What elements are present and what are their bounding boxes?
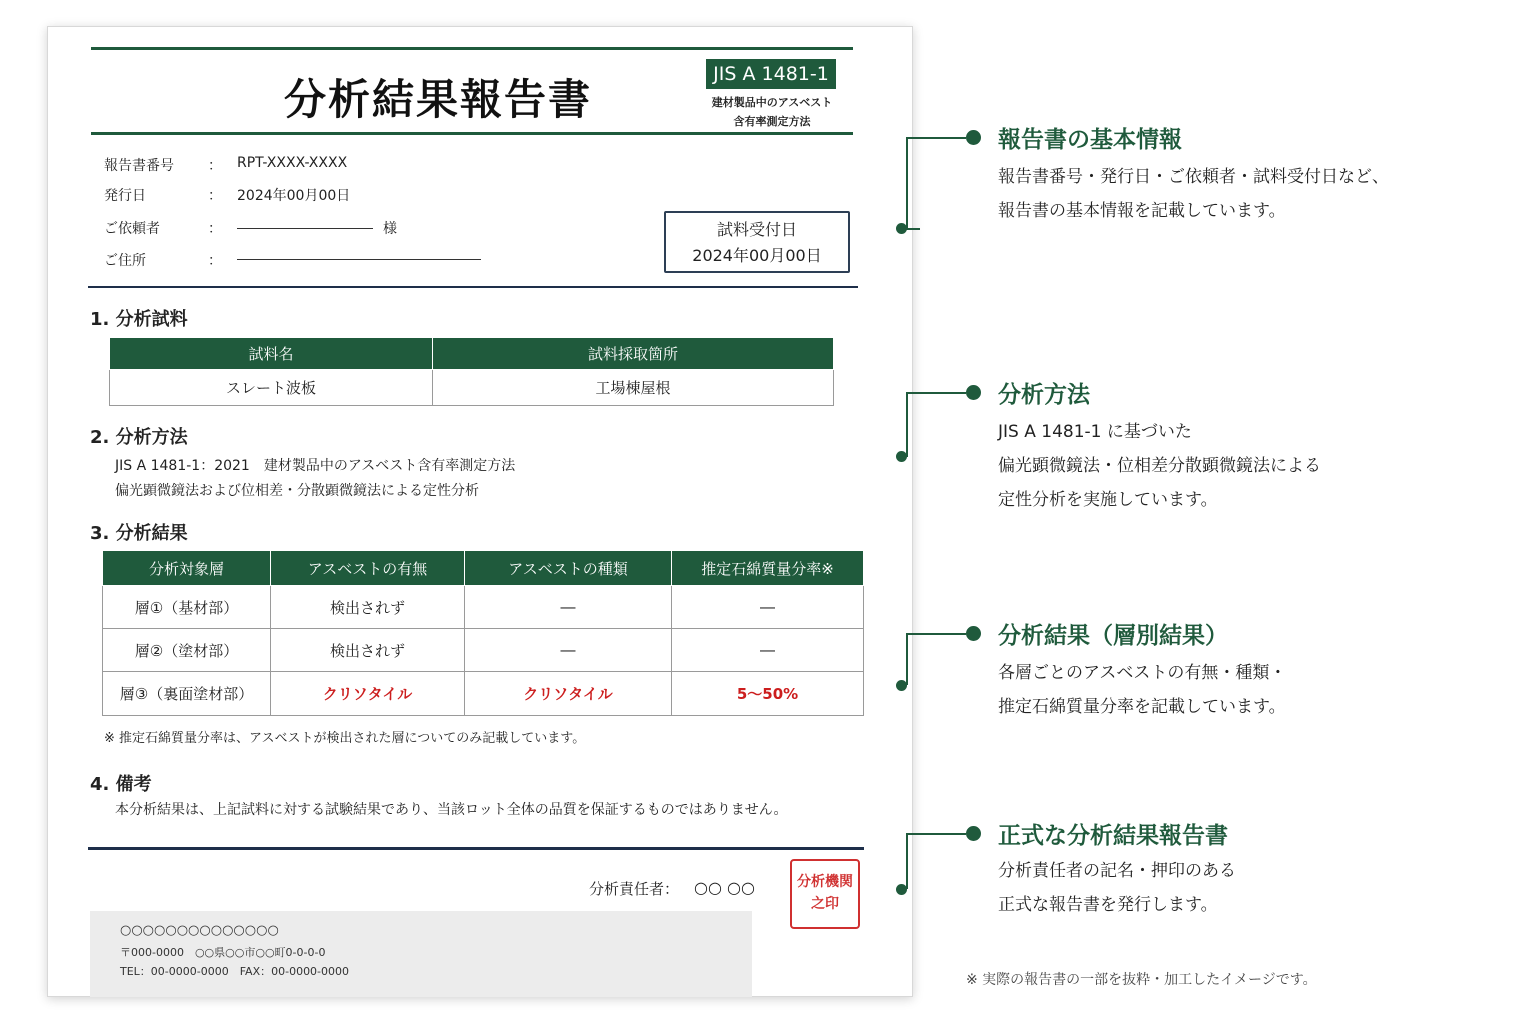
results-header: 推定石綿質量分率※ — [672, 551, 864, 586]
section-4-title: 4. 備考 — [90, 774, 152, 795]
results-header: アスベストの種類 — [465, 551, 672, 586]
report-title: 分析結果報告書 — [283, 75, 592, 124]
receipt-label: 試料受付日 — [716, 220, 797, 239]
info-label-address: ご住所 — [104, 253, 146, 269]
asbestos-presence-cell: クリソタイル — [271, 672, 465, 716]
sample-header: 試料名 — [110, 338, 433, 370]
official-seal-stamp: 分析機関 之印 — [790, 859, 860, 929]
remarks-text: 本分析結果は、上記試料に対する試験結果であり、当該ロット全体の品質を保証するものではありません。 — [115, 802, 788, 818]
asbestos-presence-cell: 検出されず — [271, 586, 465, 629]
results-table — [102, 550, 864, 716]
info-value-report-number: RPT-XXXX-XXXX — [237, 155, 348, 171]
callout-dot — [896, 884, 907, 895]
layer-cell: 層③（裏面塗材部） — [103, 672, 271, 716]
sample-table — [109, 337, 834, 406]
layer-cell: 層②（塗材部） — [103, 629, 271, 672]
method-line-1: JIS A 1481-1：2021 建材製品中のアスベスト含有率測定方法 — [115, 458, 516, 474]
receipt-date-box — [664, 211, 850, 273]
section-3-title: 3. 分析結果 — [90, 523, 188, 544]
asbestos-type-cell: クリソタイル — [465, 672, 672, 716]
info-label-issue-date: 発行日 — [104, 188, 146, 204]
callout-dot — [966, 626, 981, 641]
info-colon: ： — [208, 188, 222, 204]
report-document — [47, 26, 913, 997]
section-1-title: 1. 分析試料 — [90, 309, 188, 330]
receipt-date: 2024年00月00日 — [692, 246, 822, 265]
address-blank-line — [237, 259, 481, 260]
callout-title-results: 分析結果（層別結果） — [998, 623, 1228, 649]
table-row — [103, 629, 864, 672]
callout-dot — [896, 223, 907, 234]
callout-text-method: JIS A 1481-1 に基づいた 偏光顕微鏡法・位相差分散顕微鏡法による 定性分析を実施しています。 — [998, 422, 1321, 510]
client-suffix: 様 — [383, 221, 397, 237]
callout-text-basic-info: 報告書番号・発行日・ご依頼者・試料受付日など、 報告書の基本情報を記載しています。 — [998, 167, 1389, 221]
footer-address: 〒000-0000 ○○県○○市○○町0-0-0-0 — [120, 946, 326, 959]
callout-connector — [906, 633, 966, 685]
info-colon: ： — [208, 253, 222, 269]
asbestos-type-cell: ― — [465, 586, 672, 629]
callout-connector — [900, 455, 908, 457]
sample-header: 試料採取箇所 — [433, 338, 834, 370]
sample-cell: 工場棟屋根 — [433, 370, 834, 406]
header-rule — [91, 132, 853, 135]
mass-fraction-cell: ― — [672, 586, 864, 629]
method-line-2: 偏光顕微鏡法および位相差・分散顕微鏡法による定性分析 — [115, 483, 479, 499]
callout-title-official: 正式な分析結果報告書 — [998, 823, 1228, 849]
callout-connector — [906, 137, 966, 229]
callout-title-basic-info: 報告書の基本情報 — [998, 127, 1182, 153]
footer-contact: TEL：00-0000-0000 FAX：00-0000-0000 — [120, 965, 350, 978]
mass-fraction-cell: ― — [672, 629, 864, 672]
jis-subtitle: 建材製品中のアスベスト 含有率測定方法 — [711, 96, 833, 128]
asbestos-presence-cell: 検出されず — [271, 629, 465, 672]
client-blank-line — [237, 228, 373, 229]
organization-footer — [90, 911, 752, 997]
results-header: アスベストの有無 — [271, 551, 465, 586]
bottom-note: ※ 実際の報告書の一部を抜粋・加工したイメージです。 — [966, 972, 1317, 988]
callout-dot — [896, 680, 907, 691]
info-colon: ： — [208, 221, 222, 237]
info-label-client: ご依頼者 — [104, 221, 160, 237]
sign-label: 分析責任者： — [589, 880, 680, 898]
callout-text-official: 分析責任者の記名・押印のある 正式な報告書を発行します。 — [998, 861, 1236, 915]
jis-badge: JIS A 1481-1 — [706, 59, 836, 89]
info-divider — [88, 286, 858, 288]
sample-cell: スレート波板 — [110, 370, 433, 406]
callout-connector — [906, 228, 920, 230]
asbestos-type-cell: ― — [465, 629, 672, 672]
table-row — [103, 672, 864, 716]
callout-dot — [966, 385, 981, 400]
callout-connector — [906, 833, 966, 889]
info-label-report-number: 報告書番号 — [104, 158, 174, 174]
table-row — [103, 586, 864, 629]
callout-title-method: 分析方法 — [998, 382, 1090, 408]
footer-divider — [88, 847, 864, 850]
info-colon: ： — [208, 158, 222, 174]
results-header: 分析対象層 — [103, 551, 271, 586]
layer-cell: 層①（基材部） — [103, 586, 271, 629]
results-note: ※ 推定石綿質量分率は、アスベストが検出された層についてのみ記載しています。 — [104, 731, 586, 746]
info-value-issue-date: 2024年00月00日 — [237, 188, 351, 204]
sign-name: ○○ ○○ — [694, 878, 755, 897]
footer-org: ○○○○○○○○○○○○○○ — [120, 923, 279, 938]
callout-text-results: 各層ごとのアスベストの有無・種類・ 推定石綿質量分率を記載しています。 — [998, 663, 1287, 717]
top-rule — [91, 47, 853, 50]
callout-dot — [966, 826, 981, 841]
section-2-title: 2. 分析方法 — [90, 427, 188, 448]
mass-fraction-cell: 5～50% — [672, 672, 864, 716]
callout-connector — [906, 392, 966, 456]
callout-dot — [966, 130, 981, 145]
